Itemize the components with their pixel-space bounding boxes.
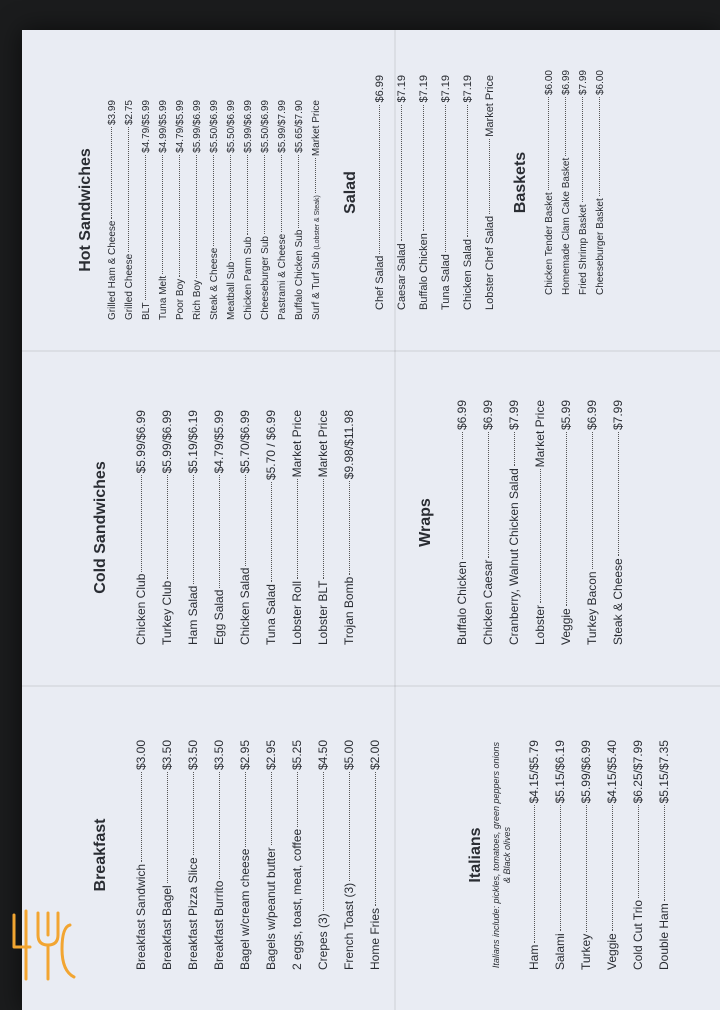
- dot-leader: [271, 772, 272, 845]
- menu-item: [559, 400, 585, 645]
- menu-item-price: $5.50/$6.99: [226, 100, 237, 153]
- dot-leader: [618, 432, 619, 556]
- menu-item: [264, 410, 290, 645]
- menu-item-price: $7.19: [462, 75, 474, 103]
- salad-list: [374, 75, 506, 310]
- menu-item: [311, 100, 328, 320]
- menu-item: [141, 100, 158, 320]
- menu-item-name: Chef Salad: [374, 255, 386, 310]
- dot-leader: [298, 155, 299, 228]
- menu-item: [578, 70, 595, 295]
- menu-item-price: $4.99/$5.99: [158, 100, 169, 153]
- menu-item-name: 2 eggs, toast, meat, coffee: [290, 828, 304, 970]
- menu-item: [462, 75, 484, 310]
- menu-item-name: Grilled Cheese: [124, 253, 135, 320]
- menu-item: [595, 70, 612, 295]
- menu-item-price: $5.70/$6.99: [238, 410, 252, 474]
- breakfast-list: [134, 740, 394, 970]
- dot-leader: [128, 127, 129, 252]
- dot-leader: [167, 772, 168, 883]
- menu-item-name: Double Ham: [656, 903, 671, 970]
- menu-item-name: Turkey: [578, 933, 593, 970]
- menu-item-name: Tuna Salad: [440, 254, 452, 310]
- menu-item-price: Market Price: [316, 410, 330, 478]
- menu-item-name: Lobster BLT: [316, 580, 330, 645]
- menu-item-name: Turkey Club: [160, 580, 174, 645]
- menu-item-name: Turkey Bacon: [585, 571, 599, 645]
- menu-item-price: $4.79/$5.99: [212, 410, 226, 474]
- menu-item: [226, 100, 243, 320]
- menu-item-name: Home Fries: [368, 907, 382, 970]
- baskets-list: [544, 70, 612, 295]
- menu-item-name: Chicken Salad: [462, 239, 474, 310]
- menu-item-price: Market Price: [311, 100, 322, 157]
- menu-item: [290, 410, 316, 645]
- menu-item-price: $5.65/$7.90: [294, 100, 305, 153]
- menu-item-name: Lobster Roll: [290, 580, 304, 645]
- menu-item: [158, 100, 175, 320]
- menu-item-price: $6.00: [544, 70, 555, 96]
- italians-note: Italians include: pickles, tomatoes, green peppers onions & Black olives: [491, 741, 512, 969]
- dot-leader: [271, 482, 272, 582]
- dot-leader: [219, 475, 220, 587]
- section-title: Hot Sandwiches: [77, 148, 94, 272]
- dot-leader: [111, 127, 112, 218]
- cold-sandwiches-list: [134, 410, 368, 645]
- menu-item-price: $6.99: [481, 400, 495, 431]
- menu-item-name: Chicken Salad: [238, 567, 252, 645]
- menu-item-name: Breakfast Sandwich: [134, 863, 148, 970]
- menu-item: [186, 410, 212, 645]
- menu-item-name: Veggie: [559, 608, 573, 645]
- section-title: Cold Sandwiches: [92, 461, 109, 594]
- hot-sandwiches-list: [107, 100, 328, 320]
- menu-item: [418, 75, 440, 310]
- menu-item-price: $5.99/$6.99: [160, 410, 174, 474]
- menu-item-name: Egg Salad: [212, 589, 226, 645]
- menu-item: [579, 740, 605, 970]
- menu-item-name: Chicken Caesar: [481, 559, 495, 645]
- menu-item-name: Bagel w/cream cheese: [238, 848, 252, 970]
- menu-item-price: $7.19: [418, 75, 430, 103]
- dot-leader: [213, 155, 214, 246]
- dot-leader: [599, 97, 600, 196]
- dot-leader: [245, 772, 246, 847]
- menu-item-name: Buffalo Chicken: [418, 233, 430, 310]
- menu-item-name: Cheeseburger Basket: [595, 198, 606, 295]
- menu-item-price: $5.00: [342, 740, 356, 771]
- dot-leader: [323, 479, 324, 578]
- menu-item: [585, 400, 611, 645]
- menu-item-name: Homemade Clam Cake Basket: [561, 157, 572, 295]
- baskets-section: [512, 70, 612, 295]
- menu-item-name: Cranberry, Walnut Chicken Salad: [507, 468, 521, 645]
- breakfast-section: [92, 740, 394, 970]
- menu-item-price: $2.95: [238, 740, 252, 771]
- menu-item-name: Chicken Club: [134, 573, 148, 645]
- menu-item-price: $5.15/$6.19: [552, 740, 567, 804]
- menu-item-price: $6.25/$7.99: [630, 740, 645, 804]
- menu-item: [264, 740, 290, 970]
- menu-item-price: $6.99: [374, 75, 386, 103]
- dot-leader: [196, 155, 197, 278]
- section-title: Breakfast: [92, 818, 109, 892]
- menu-item: [374, 75, 396, 310]
- section-title: Italians: [467, 827, 484, 883]
- dot-leader: [379, 105, 380, 254]
- dot-leader: [264, 155, 265, 234]
- dot-leader: [534, 805, 535, 942]
- dot-leader: [462, 432, 463, 559]
- menu-item: [212, 740, 238, 970]
- section-title: Wraps: [417, 498, 434, 547]
- menu-item-price: Market Price: [290, 410, 304, 478]
- menu-item-price: $3.99: [107, 100, 118, 126]
- menu-item-price: $5.25: [290, 740, 304, 771]
- menu-item-price: $3.50: [186, 740, 200, 771]
- menu-item: [368, 740, 394, 970]
- menu-item: [243, 100, 260, 320]
- dot-leader: [423, 105, 424, 232]
- menu-item: [561, 70, 578, 295]
- menu-item-name: Veggie: [604, 933, 619, 970]
- menu-item: [186, 740, 212, 970]
- menu-item: [134, 740, 160, 970]
- menu-item-price: $2.75: [124, 100, 135, 126]
- menu-item-price: $4.79/$5.99: [175, 100, 186, 153]
- menu-item-name: Ham Salad: [186, 585, 200, 645]
- menu-item-name: Poor Boy: [175, 278, 186, 320]
- menu-item: [277, 100, 294, 320]
- dot-leader: [323, 772, 324, 911]
- menu-item-price: $5.99/$7.99: [277, 100, 288, 153]
- menu-item: [481, 400, 507, 645]
- menu-item-price: $3.00: [134, 740, 148, 771]
- dot-leader: [162, 155, 163, 274]
- menu-item: [134, 410, 160, 645]
- menu-item: [290, 740, 316, 970]
- menu-item-name: Pastrami & Cheese: [277, 233, 288, 320]
- menu-item-name: Cold Cut Trio: [630, 899, 645, 970]
- menu-item: [440, 75, 462, 310]
- dot-leader: [281, 155, 282, 232]
- menu-item: [605, 740, 631, 970]
- dot-leader: [349, 481, 350, 575]
- menu-item-name: Salami: [552, 933, 567, 970]
- menu-item: [260, 100, 277, 320]
- menu-item-name: Caesar Salad: [396, 243, 408, 310]
- menu-item: [175, 100, 192, 320]
- dot-leader: [230, 155, 231, 260]
- dot-leader: [638, 805, 639, 898]
- menu-item: [238, 410, 264, 645]
- menu-item-price: $6.99: [561, 70, 572, 96]
- menu-item-name: Surf & Turf Sub: [311, 251, 322, 320]
- salad-section: [342, 75, 506, 310]
- hot-sandwiches-section: [77, 100, 328, 320]
- menu-item-price: $7.99: [578, 70, 589, 96]
- dot-leader: [489, 139, 490, 214]
- menu-item-price: $3.50: [160, 740, 174, 771]
- menu-item-price: $5.15/$7.35: [656, 740, 671, 804]
- menu-item-price: $5.70 / $6.99: [264, 410, 278, 481]
- menu-item: [396, 75, 418, 310]
- menu-item-name: Bagels w/peanut butter: [264, 847, 278, 970]
- menu-item: [316, 740, 342, 970]
- menu-item: [484, 75, 506, 310]
- menu-item-price: $7.19: [396, 75, 408, 103]
- menu-item-name: Buffalo Chicken Sub: [294, 229, 305, 320]
- menu-item-price: $5.99/$6.99: [192, 100, 203, 153]
- menu-item-name: Crepes (3): [316, 913, 330, 970]
- dot-leader: [592, 432, 593, 569]
- dot-leader: [297, 772, 298, 827]
- dot-leader: [565, 97, 566, 156]
- cold-sandwiches-section: [92, 410, 368, 645]
- menu-item-price: $2.95: [264, 740, 278, 771]
- dot-leader: [560, 805, 561, 931]
- dot-leader: [548, 97, 549, 190]
- menu-item: [192, 100, 209, 320]
- menu-item-subtext: (Lobster & Steak): [314, 195, 321, 250]
- menu-item: [533, 400, 559, 645]
- menu-item-price: $4.15/$5.40: [604, 740, 619, 804]
- menu-item: [507, 400, 533, 645]
- dot-leader: [193, 772, 194, 855]
- menu-item-name: Tuna Melt: [158, 275, 169, 320]
- dot-leader: [219, 772, 220, 879]
- menu-item-price: $5.99/$6.99: [134, 410, 148, 474]
- menu-item-name: Steak & Cheese: [611, 558, 625, 645]
- dot-leader: [167, 475, 168, 578]
- menu-item-name: Buffalo Chicken: [455, 561, 469, 645]
- menu-item-name: French Toast (3): [342, 882, 356, 970]
- dot-leader: [401, 105, 402, 242]
- dot-leader: [566, 432, 567, 606]
- dot-leader: [245, 475, 246, 565]
- dot-leader: [141, 475, 142, 571]
- menu-item-price: $7.19: [440, 75, 452, 103]
- menu-item-name: Ham: [526, 944, 541, 970]
- menu-item-name: Lobster Chef Salad: [484, 215, 496, 310]
- menu-item-name: Grilled Ham & Cheese: [107, 220, 118, 320]
- menu-item: [553, 740, 579, 970]
- menu-item: [160, 410, 186, 645]
- dot-leader: [375, 772, 376, 906]
- menu-item: [527, 740, 553, 970]
- rotated-menu-content: [22, 30, 720, 1010]
- menu-item-price: $5.99/$6.99: [578, 740, 593, 804]
- menu-item: [124, 100, 141, 320]
- menu-item-price: $4.79/$5.99: [141, 100, 152, 153]
- menu-item-price: $5.99/$6.99: [243, 100, 254, 153]
- section-title: Baskets: [512, 151, 529, 214]
- menu-item-name: Lobster: [533, 604, 547, 645]
- menu-item-name: Chicken Parm Sub: [243, 236, 254, 320]
- menu-item-price: $5.19/$6.19: [186, 410, 200, 474]
- menu-item: [160, 740, 186, 970]
- menu-item-price: Market Price: [484, 75, 496, 137]
- menu-item-name: Steak & Cheese: [209, 247, 220, 320]
- menu-item: [107, 100, 124, 320]
- dot-leader: [349, 772, 350, 881]
- dot-leader: [586, 805, 587, 931]
- menu-item-price: $6.00: [595, 70, 606, 96]
- dot-leader: [612, 805, 613, 931]
- menu-item-price: $4.50: [316, 740, 330, 771]
- menu-item-price: $7.99: [507, 400, 521, 431]
- menu-item-price: $3.50: [212, 740, 226, 771]
- menu-item-price: $5.50/$6.99: [260, 100, 271, 153]
- menu-item-price: $4.15/$5.79: [526, 740, 541, 804]
- section-title: Salad: [342, 171, 359, 214]
- menu-item-price: $6.99: [585, 400, 599, 431]
- menu-item-name: Chicken Tender Basket: [544, 192, 555, 295]
- menu-item-price: $2.00: [368, 740, 382, 771]
- menu-item: [209, 100, 226, 320]
- menu-item-price: $5.50/$6.99: [209, 100, 220, 153]
- dot-leader: [193, 475, 194, 583]
- menu-item-price: Market Price: [533, 400, 547, 468]
- dot-leader: [145, 155, 146, 301]
- menu-item-name: Trojan Bomb: [342, 576, 356, 645]
- wraps-section: [417, 400, 637, 645]
- menu-item: [657, 740, 683, 970]
- menu-item: [212, 410, 238, 645]
- menu-item: [342, 410, 368, 645]
- wraps-list: [455, 400, 637, 645]
- dot-leader: [664, 805, 665, 901]
- dot-leader: [540, 469, 541, 603]
- dot-leader: [141, 772, 142, 862]
- dot-leader: [315, 158, 316, 193]
- menu-item-name: Breakfast Bagel: [160, 885, 174, 970]
- italians-section: [467, 740, 683, 970]
- menu-item: [316, 410, 342, 645]
- menu-item: [294, 100, 311, 320]
- menu-item-name: Breakfast Burrito: [212, 880, 226, 970]
- menu-item-price: $9.98/$11.98: [342, 410, 356, 480]
- menu-item-name: Cheeseburger Sub: [260, 236, 271, 320]
- menu-item-price: $5.99: [559, 400, 573, 431]
- italians-list: [527, 740, 683, 970]
- dot-leader: [514, 432, 515, 466]
- dot-leader: [179, 155, 180, 277]
- menu-item-name: BLT: [141, 302, 152, 320]
- menu-item: [544, 70, 561, 295]
- menu-item: [611, 400, 637, 645]
- menu-item-price: $7.99: [611, 400, 625, 431]
- menu-item-name: Breakfast Pizza Slice: [186, 857, 200, 970]
- menu-item-price: $6.99: [455, 400, 469, 431]
- dot-leader: [488, 432, 489, 558]
- dot-leader: [467, 105, 468, 238]
- menu-item-name: Tuna Salad: [264, 584, 278, 645]
- menu-item: [631, 740, 657, 970]
- dot-leader: [582, 97, 583, 202]
- menu-item: [238, 740, 264, 970]
- menu-item: [342, 740, 368, 970]
- dot-leader: [445, 105, 446, 253]
- menu-item-name: Fried Shrimp Basket: [578, 204, 589, 295]
- menu-item-name: Rich Boy: [192, 279, 203, 320]
- dot-leader: [297, 479, 298, 579]
- fork-knife-logo-icon: [8, 905, 83, 990]
- menu-paper: [22, 30, 720, 1010]
- menu-item-name: Meatball Sub: [226, 261, 237, 320]
- menu-item: [455, 400, 481, 645]
- dot-leader: [247, 155, 248, 235]
